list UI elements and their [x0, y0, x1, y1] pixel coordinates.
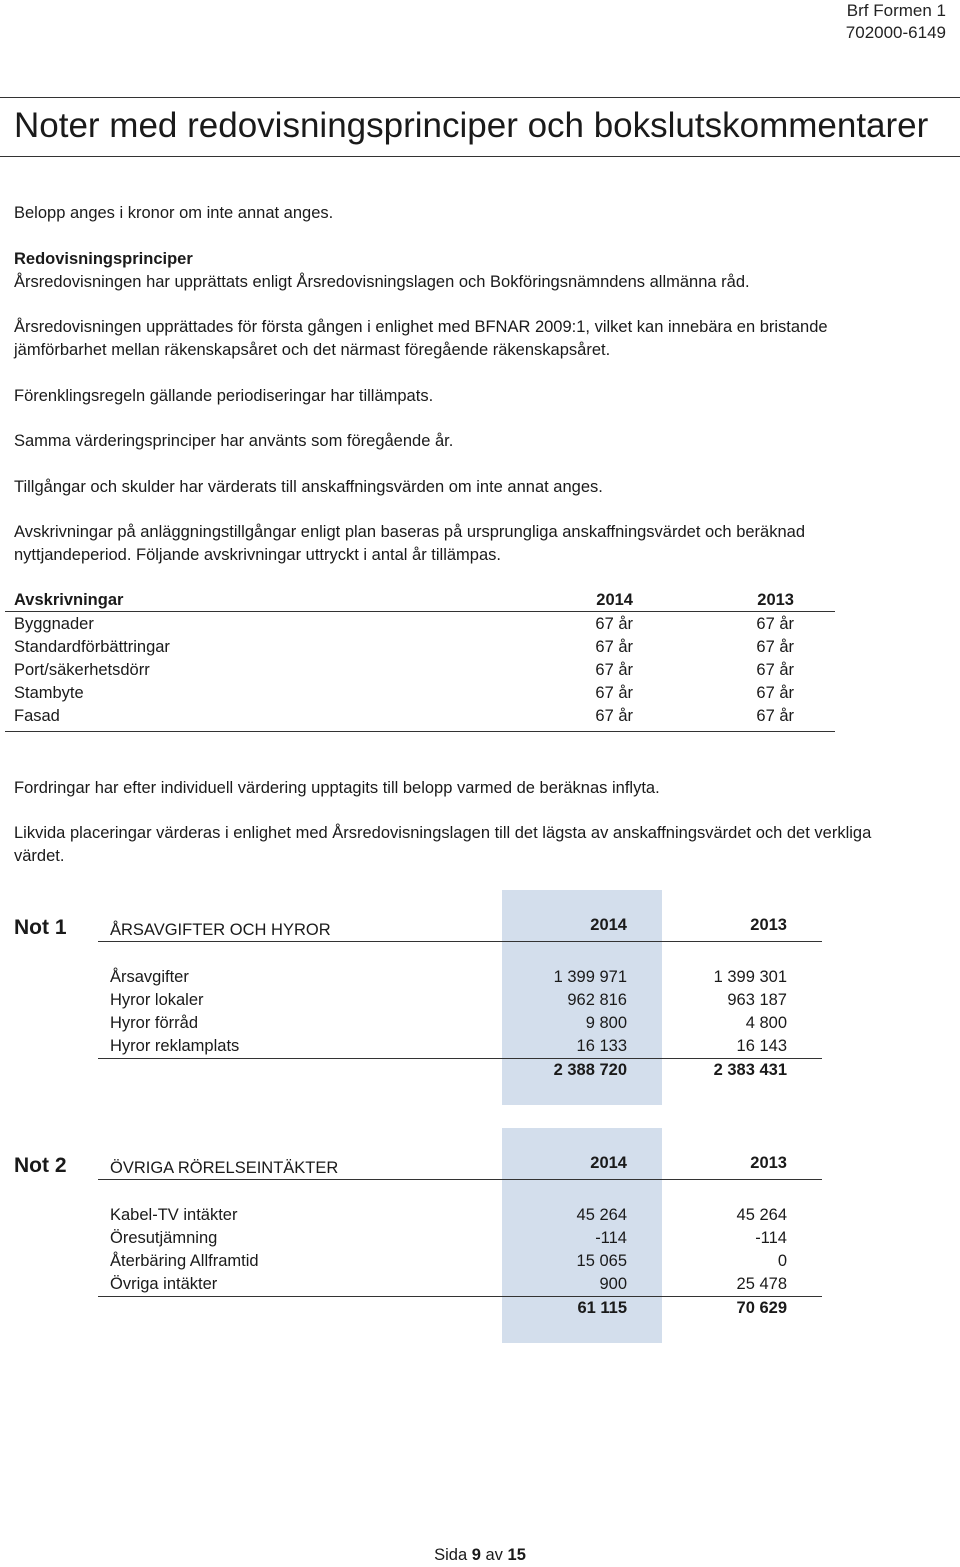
row-value-2013: 4 800 [745, 1014, 787, 1032]
row-value-2014: 1 399 971 [553, 968, 627, 986]
row-value-2014: 45 264 [576, 1206, 627, 1224]
row-label: Öresutjämning [110, 1229, 218, 1247]
principles-p3: Förenklingsregeln gällande periodiseringar har tillämpats. [14, 387, 434, 405]
row-value-2013: 16 143 [736, 1037, 787, 1055]
table-row [14, 659, 834, 682]
row-label: Fasad [14, 707, 60, 725]
receivables-text: Fordringar har efter individuell värdering upptagits till belopp varmed de beräknas inflyta. [14, 779, 660, 797]
footer-total-pages: 15 [507, 1546, 526, 1564]
note2-year-2014: 2014 [590, 1154, 627, 1172]
note1-header-rule [98, 941, 822, 942]
table-row [14, 705, 834, 728]
row-value-2013: 67 år [756, 615, 794, 633]
row-value-2013: 45 264 [736, 1206, 787, 1224]
depreciation-header [14, 589, 834, 612]
row-value-2014: 67 år [595, 707, 633, 725]
row-value-2013: 963 187 [727, 991, 787, 1009]
row-label: Kabel-TV intäkter [110, 1206, 238, 1224]
page-title: Noter med redovisningsprinciper och bokslutskommentarer [14, 106, 929, 145]
principles-p4: Samma värderingsprinciper har använts som föregående år. [14, 432, 454, 450]
depreciation-bottom-rule [5, 731, 835, 732]
table-row [110, 989, 830, 1012]
table-row [14, 682, 834, 705]
total-value-2014: 61 115 [577, 1299, 627, 1317]
note2-title: ÖVRIGA RÖRELSEINTÄKTER [110, 1159, 339, 1177]
row-value-2013: 25 478 [736, 1275, 787, 1293]
table-row [110, 1273, 830, 1296]
row-label: Stambyte [14, 684, 84, 702]
row-label: Byggnader [14, 615, 94, 633]
row-label: Hyror reklamplats [110, 1037, 240, 1055]
liquid-text-line1: Likvida placeringar värderas i enlighet med Årsredovisningslagen till det lägsta av anskaffningsvärdet och det verkliga [14, 824, 872, 842]
table-row [110, 1204, 830, 1227]
depreciation-header-label: Avskrivningar [14, 591, 124, 609]
note1-year-2014: 2014 [590, 916, 627, 934]
row-value-2013: 67 år [756, 661, 794, 679]
depreciation-header-y2: 2013 [757, 591, 794, 609]
row-value-2014: 67 år [595, 615, 633, 633]
row-value-2014: 15 065 [576, 1252, 627, 1270]
table-row [14, 636, 834, 659]
note1-title: ÅRSAVGIFTER OCH HYROR [110, 921, 331, 939]
note2-year-2013: 2013 [750, 1154, 787, 1172]
title-rule-top [0, 97, 960, 98]
table-row [110, 966, 830, 989]
liquid-text-line2: värdet. [14, 847, 65, 865]
row-value-2014: 900 [599, 1275, 627, 1293]
note2-total-row [110, 1297, 830, 1320]
note1-number: Not 1 [14, 916, 67, 939]
table-row [110, 1035, 830, 1058]
row-label: Återbäring Allframtid [110, 1252, 259, 1270]
row-label: Port/säkerhetsdörr [14, 661, 150, 679]
principles-p2-line1: Årsredovisningen upprättades för första gången i enlighet med BFNAR 2009:1, vilket kan innebära en bristande [14, 318, 828, 336]
footer-separator: av [485, 1546, 503, 1564]
footer-prefix: Sida [434, 1546, 468, 1564]
note2-number: Not 2 [14, 1154, 67, 1177]
row-value-2014: 67 år [595, 661, 633, 679]
principles-p6-line1: Avskrivningar på anläggningstillgångar enligt plan baseras på ursprungliga anskaffningsvärdet och beräknad [14, 523, 805, 541]
table-row [110, 1227, 830, 1250]
row-value-2013: 67 år [756, 638, 794, 656]
row-label: Övriga intäkter [110, 1275, 218, 1293]
note1-year-2013: 2013 [750, 916, 787, 934]
principles-p6-line2: nyttjandeperiod. Följande avskrivningar uttryckt i antal år tillämpas. [14, 546, 501, 564]
row-label: Årsavgifter [110, 968, 189, 986]
row-value-2013: -114 [755, 1229, 787, 1247]
row-value-2013: 1 399 301 [713, 968, 787, 986]
total-value-2013: 2 383 431 [713, 1061, 787, 1079]
note1-total-row [110, 1059, 830, 1082]
intro-text: Belopp anges i kronor om inte annat anges. [14, 204, 334, 222]
row-value-2013: 67 år [756, 707, 794, 725]
row-value-2014: 67 år [595, 684, 633, 702]
row-value-2014: 67 år [595, 638, 633, 656]
table-row [110, 1012, 830, 1035]
page-footer [0, 1546, 960, 1565]
footer-page-number: 9 [471, 1546, 481, 1564]
principles-p2-line2: jämförbarhet mellan räkenskapsåret och det närmast föregående räkenskapsåret. [14, 341, 611, 359]
row-label: Hyror förråd [110, 1014, 199, 1032]
row-value-2014: 16 133 [576, 1037, 627, 1055]
title-rule-bottom [0, 156, 960, 157]
note2-header-rule [98, 1179, 822, 1180]
row-label: Hyror lokaler [110, 991, 204, 1009]
row-label: Standardförbättringar [14, 638, 170, 656]
total-value-2013: 70 629 [736, 1299, 787, 1317]
table-row [14, 613, 834, 636]
principles-p1: Årsredovisningen har upprättats enligt Årsredovisningslagen och Bokföringsnämndens allmänna råd. [14, 273, 750, 291]
row-value-2014: 962 816 [567, 991, 627, 1009]
row-value-2013: 67 år [756, 684, 794, 702]
table-row [110, 1250, 830, 1273]
row-value-2014: 9 800 [585, 1014, 627, 1032]
principles-p5: Tillgångar och skulder har värderats till anskaffningsvärden om inte annat anges. [14, 478, 603, 496]
row-value-2014: -114 [595, 1229, 627, 1247]
row-value-2013: 0 [777, 1252, 787, 1270]
org-name: Brf Formen 1 [846, 1, 946, 20]
depreciation-header-y1: 2014 [596, 591, 633, 609]
principles-heading: Redovisningsprinciper [14, 250, 193, 268]
total-value-2014: 2 388 720 [553, 1061, 627, 1079]
depreciation-header-rule [5, 611, 835, 612]
org-number: 702000-6149 [845, 23, 946, 42]
